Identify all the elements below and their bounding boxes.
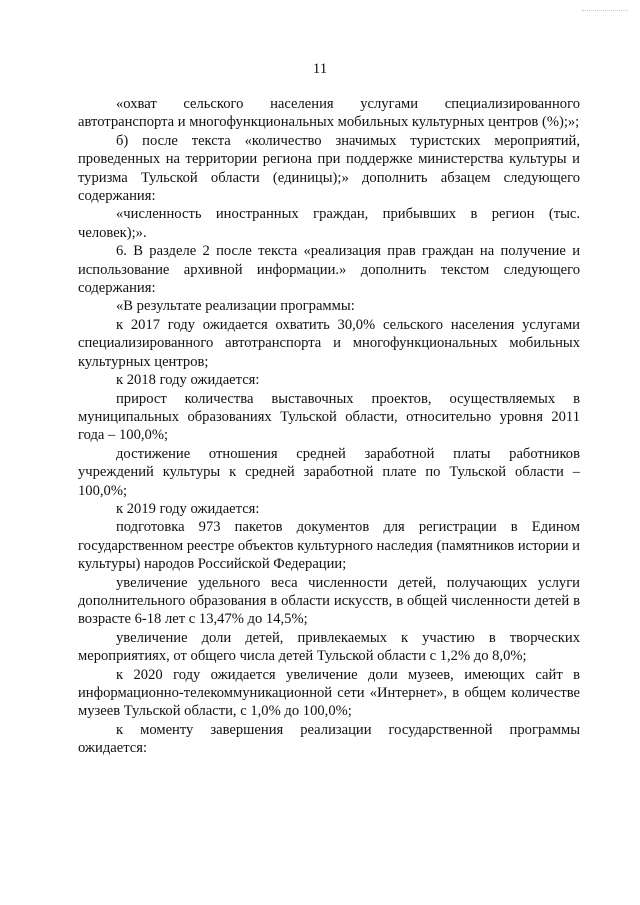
paragraph-10: к 2019 году ожидается: [116, 500, 260, 517]
scan-artifact [582, 10, 628, 17]
paragraph-9: достижение отношения средней заработной платы работников учреждений культуры к средней заработной плате по Тульской области – 100,0%; [78, 445, 580, 499]
paragraph-2: б) после текста «количество значимых туристских мероприятий, проведенных на территории региона при поддержке министерства культуры и туризма Тульской области (единицы);» дополнить абзацем следующего содержания: [78, 132, 580, 205]
paragraph-13: увеличение доли детей, привлекаемых к участию в творческих мероприятиях, от общего числа детей Тульской области с 1,2% до 8,0%; [78, 629, 580, 665]
paragraph-12: увеличение удельного веса численности детей, получающих услуги дополнительного образования в области искусств, в общей численности детей в возрасте 6-18 лет с 13,47% до 14,5%; [78, 574, 580, 628]
paragraph-4: 6. В разделе 2 после текста «реализация прав граждан на получение и использование архивной информации.» дополнить текстом следующего содержания: [78, 243, 580, 297]
paragraph-8: прирост количества выставочных проектов, осуществляемых в муниципальных образованиях Тульской области, относительно уровня 2011 года – 100,0%; [78, 390, 580, 444]
paragraph-6: к 2017 году ожидается охватить 30,0% сельского населения услугами специализированного автотранспорта и многофункциональных мобильных культурных центров; [78, 316, 580, 370]
paragraph-5: «В результате реализации программы: [116, 298, 355, 315]
paragraph-3: «численность иностранных граждан, прибывших в регион (тыс. человек);». [78, 206, 580, 241]
document-body [78, 95, 580, 758]
paragraph-7: к 2018 году ожидается: [116, 372, 260, 389]
paragraph-11: подготовка 973 пакетов документов для регистрации в Едином государственном реестре объектов культурного наследия (памятников истории и культуры) народов Российской Федерации; [78, 519, 580, 573]
paragraph-14: к 2020 году ожидается увеличение доли музеев, имеющих сайт в информационно-телекоммуникационной сети «Интернет», в общем количестве музеев Тульской области, с 1,0% до 100,0%; [78, 666, 580, 720]
paragraph-1: «охват сельского населения услугами специализированного автотранспорта и многофункциональных мобильных культурных центров (%);»; [78, 96, 580, 131]
paragraph-15: к моменту завершения реализации государственной программы ожидается: [78, 721, 580, 757]
page-number: 11 [312, 61, 328, 77]
